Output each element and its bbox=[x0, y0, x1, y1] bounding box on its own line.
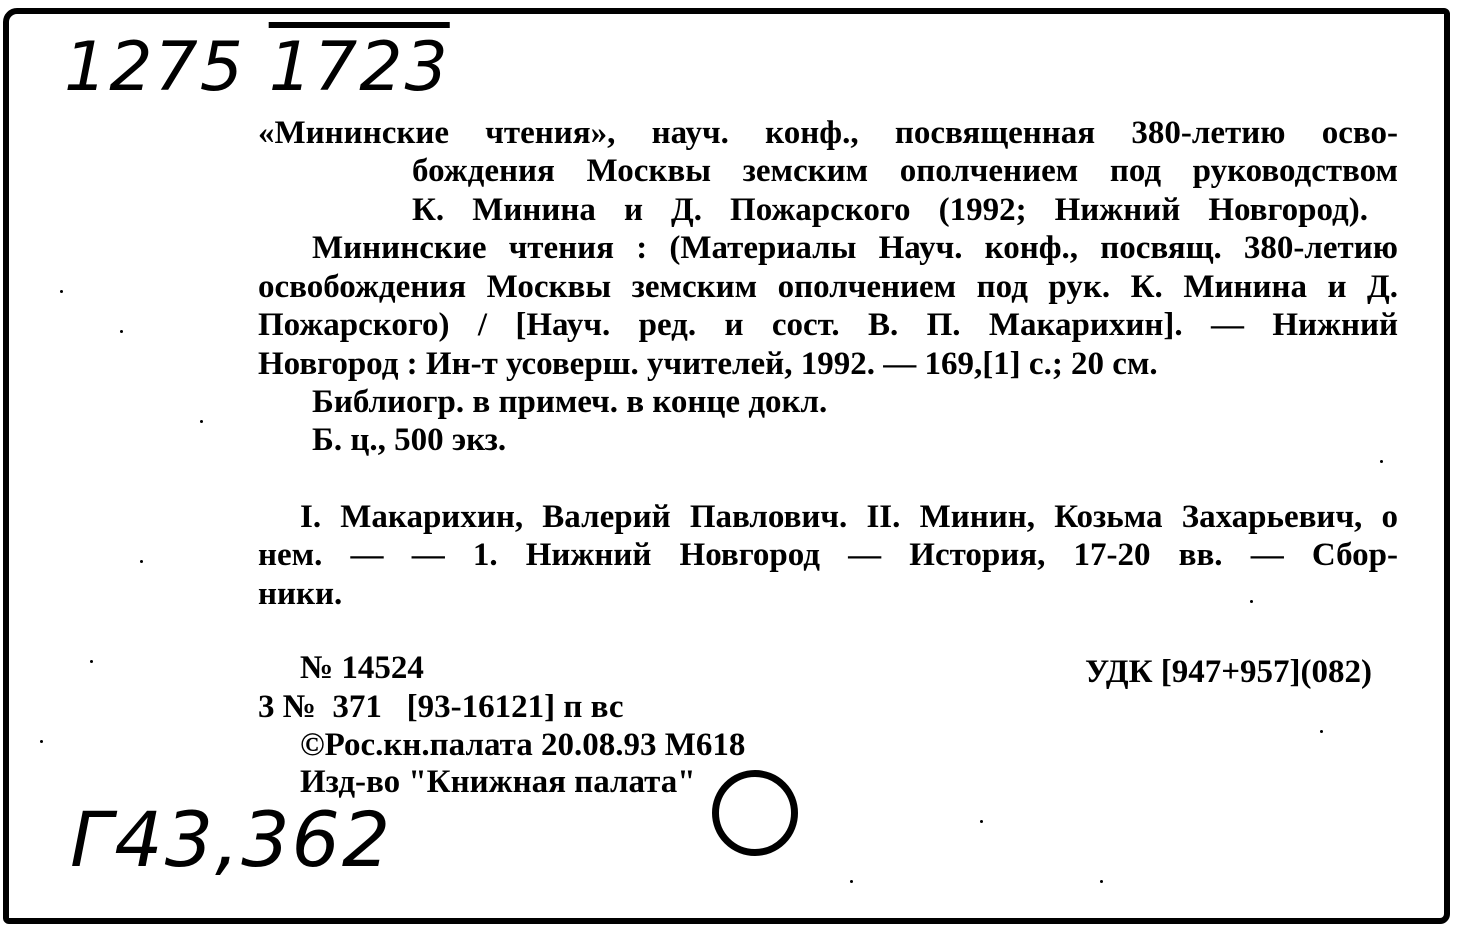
handwritten-top-b: 1723 bbox=[268, 28, 450, 107]
tracing-line-3: ники. bbox=[258, 576, 343, 612]
order-line: 3 № 371 [93-16121] п вс bbox=[258, 689, 624, 725]
copyright-line: ©Рос.кн.палата 20.08.93 М618 bbox=[300, 727, 746, 763]
body-line-4: Новгород : Ин-т усоверш. учителей, 1992. — 169,[1] с.; 20 см. bbox=[258, 346, 1158, 382]
publisher-line: Изд-во "Книжная палата" bbox=[300, 764, 696, 800]
udk-code: УДК [947+957](082) bbox=[1085, 654, 1373, 690]
body-line-3: Пожарского) / [Науч. ред. и сост. В. П. Макарихин]. — Нижний bbox=[258, 307, 1398, 343]
body-line-6: Б. ц., 500 экз. bbox=[312, 422, 507, 458]
body-line-1: Мининские чтения : (Материалы Науч. конф., посвящ. 380-летию bbox=[312, 230, 1398, 266]
body-line-2: освобождения Москвы земским ополчением под рук. К. Минина и Д. bbox=[258, 269, 1398, 305]
tracing-line-1: I. Макарихин, Валерий Павлович. II. Минин, Козьма Захарьевич, о bbox=[300, 499, 1398, 535]
stamp-circle bbox=[712, 770, 798, 856]
body-line-5: Библиогр. в примеч. в конце докл. bbox=[312, 384, 828, 420]
handwritten-top-number bbox=[64, 28, 450, 107]
handwritten-top-a: 1275 bbox=[64, 28, 246, 107]
heading-line-1: «Мининские чтения», науч. конф., посвященная 380-летию осво- bbox=[258, 115, 1398, 151]
handwritten-shelf-mark: Г43,362 bbox=[70, 795, 393, 884]
card-number: № 14524 bbox=[300, 650, 424, 686]
tracing-line-2: нем. — — 1. Нижний Новгород — История, 17-20 вв. — Сбор- bbox=[258, 537, 1398, 573]
heading-line-2: бождения Москвы земским ополчением под руководством bbox=[412, 153, 1398, 189]
heading-line-3: К. Минина и Д. Пожарского (1992; Нижний Новгород). bbox=[412, 192, 1368, 228]
